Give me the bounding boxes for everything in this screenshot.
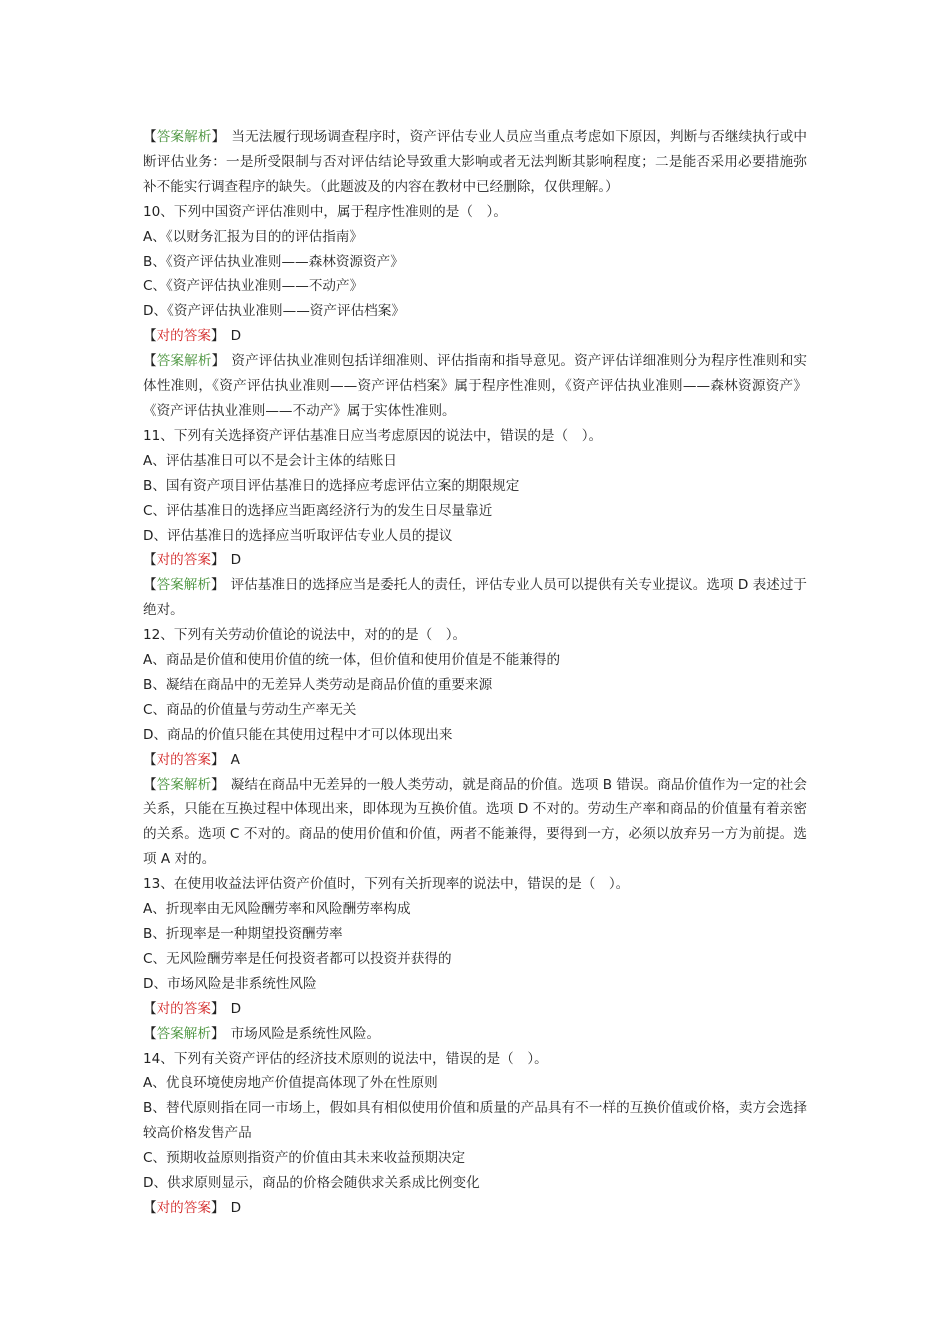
question-option: C、商品的价值量与劳动生产率无关 — [143, 701, 357, 718]
answer-value: D — [230, 1199, 242, 1216]
analysis-text: 当无法履行现场调查程序时，资产评估专业人员应当重点考虑如下原因，判断与否继续执行或中断评估业务：一是所受限制与否对评估结论导致重大影响或者无法判断其影响程度；二是能否采用必要措施弥补不能实行调查程序的缺失。（此题波及的内容在教材中已经删除，仅供理解。） — [143, 129, 808, 195]
answer-label: 【对的答案】 — [143, 1199, 225, 1216]
question-option: D、商品的价值只能在其使用过程中才可以体现出来 — [143, 726, 453, 743]
analysis-text: 市场风险是系统性风险。 — [230, 1025, 381, 1042]
question-option: C、无风险酬劳率是任何投资者都可以投资并获得的 — [143, 950, 452, 967]
question-option: D、市场风险是非系统性风险 — [143, 975, 317, 992]
question-option: B、凝结在商品中的无差异人类劳动是商品价值的重要来源 — [143, 676, 493, 693]
analysis-text: 凝结在商品中无差异的一般人类劳动，就是商品的价值。选项 B 错误。商品价值作为一定的社会关系，只能在互换过程中体现出来，即体现为互换价值。选项 D 不对的。劳动生产率和商品的价值量有着亲密的关系。选项 C 不对的。商品的使用价值和价值，两者不能兼得，要得到一方，必须以放弃另一方为前提。选项 A 对的。 — [143, 776, 808, 868]
answer-line — [143, 324, 807, 349]
question-option: C、《资产评估执业准则——不动产》 — [143, 278, 364, 295]
analysis-label: 【答案解析】 — [143, 129, 226, 145]
analysis-line — [143, 1022, 807, 1047]
question-stem: 11、下列有关选择资产评估基准日应当考虑原因的说法中，错误的是（ ）。 — [143, 427, 603, 444]
question-option: A、优良环境使房地产价值提高体现了外在性原则 — [143, 1075, 438, 1092]
analysis-label: 【答案解析】 — [143, 776, 225, 793]
analysis-line — [143, 349, 807, 424]
analysis-text: 评估基准日的选择应当是委托人的责任，评估专业人员可以提供有关专业提议。选项 D 表述过于绝对。 — [143, 577, 808, 619]
answer-value: D — [230, 1000, 242, 1017]
question-option: B、国有资产项目评估基准日的选择应考虑评估立案的期限规定 — [143, 477, 520, 494]
answer-line — [143, 548, 807, 573]
intro-analysis — [143, 125, 807, 200]
answer-value: D — [230, 328, 242, 345]
analysis-label: 【答案解析】 — [143, 577, 225, 594]
answer-line — [143, 1196, 807, 1221]
question-option: C、评估基准日的选择应当距离经济行为的发生日尽量靠近 — [143, 502, 493, 519]
question-option: D、评估基准日的选择应当听取评估专业人员的提议 — [143, 527, 453, 544]
question-option: D、供求原则显示，商品的价格会随供求关系成比例变化 — [143, 1175, 480, 1192]
question-option: A、折现率由无风险酬劳率和风险酬劳率构成 — [143, 901, 411, 918]
question-option: B、折现率是一种期望投资酬劳率 — [143, 926, 343, 942]
analysis-label: 【答案解析】 — [143, 353, 226, 370]
question-stem: 14、下列有关资产评估的经济技术原则的说法中，错误的是（ ）。 — [143, 1050, 548, 1067]
answer-label: 【对的答案】 — [143, 328, 225, 345]
analysis-label: 【答案解析】 — [143, 1025, 225, 1042]
answer-label: 【对的答案】 — [143, 552, 225, 569]
question-option: D、《资产评估执业准则——资产评估档案》 — [143, 303, 405, 320]
question-stem: 12、下列有关劳动价值论的说法中，对的的是（ ）。 — [143, 627, 467, 644]
question-option: B、《资产评估执业准则——森林资源资产》 — [143, 253, 404, 270]
answer-line — [143, 997, 807, 1022]
question-option: A、《以财务汇报为目的的评估指南》 — [143, 228, 363, 245]
analysis-line — [143, 573, 807, 623]
answer-value: A — [230, 751, 240, 768]
question-stem: 13、在使用收益法评估资产价值时，下列有关折现率的说法中，错误的是（ ）。 — [143, 876, 630, 893]
analysis-line — [143, 773, 807, 873]
question-stem: 10、下列中国资产评估准则中，属于程序性准则的是（ ）。 — [143, 203, 507, 220]
answer-label: 【对的答案】 — [143, 751, 225, 768]
answer-label: 【对的答案】 — [143, 1000, 225, 1017]
answer-line — [143, 748, 807, 773]
question-option: B、替代原则指在同一市场上，假如具有相似使用价值和质量的产品具有不一样的互换价值或价格，卖方会选择较高价格发售产品 — [143, 1100, 807, 1142]
answer-value: D — [230, 552, 242, 569]
question-option: C、预期收益原则指资产的价值由其未来收益预期决定 — [143, 1150, 466, 1167]
question-option: A、评估基准日可以不是会计主体的结账日 — [143, 452, 397, 469]
document-page — [143, 125, 807, 1221]
question-option: A、商品是价值和使用价值的统一体，但价值和使用价值是不能兼得的 — [143, 652, 561, 669]
analysis-text: 资产评估执业准则包括详细准则、评估指南和指导意见。资产评估详细准则分为程序性准则和实体性准则，《资产评估执业准则——资产评估档案》属于程序性准则，《资产评估执业准则——森林资源资产》《资产评估执业准则——不动产》属于实体性准则。 — [143, 353, 808, 419]
